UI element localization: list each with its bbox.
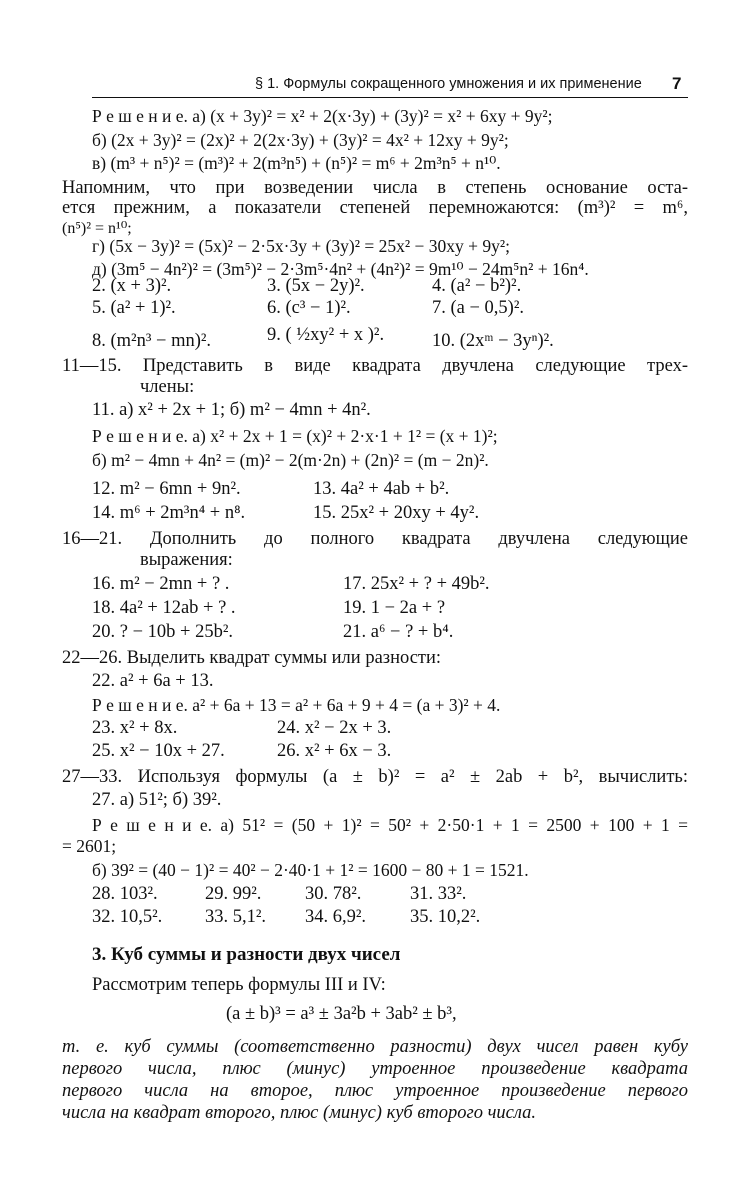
text-line: 24. x² − 2x + 3.: [277, 718, 392, 738]
text-line: 12. m² − 6mn + 9n².: [92, 479, 241, 499]
header-rule: [92, 97, 688, 98]
text-line: Напомним, что при возведении числа в степень основание оста-: [62, 178, 688, 198]
text-line: 17. 25x² + ? + 49b².: [343, 574, 490, 594]
text-line: Р е ш е н и е. а) 51² = (50 + 1)² = 50² + 2·50·1 + 1 = 2500 + 100 + 1 =: [92, 815, 688, 835]
text-line: 25. x² − 10x + 27.: [92, 741, 225, 761]
text-line: т. е. куб суммы (соответственно разности) двух чисел равен кубу: [62, 1037, 688, 1057]
text-line: 14. m⁶ + 2m³n⁴ + n⁸.: [92, 503, 246, 523]
section-heading: 3. Куб суммы и разности двух чисел: [92, 944, 401, 965]
text-line: Рассмотрим теперь формулы III и IV:: [92, 975, 386, 995]
text-line: Р е ш е н и е. а) (x + 3y)² = x² + 2(x·3y) + (3y)² = x² + 6xy + 9y²;: [92, 106, 553, 126]
text-line: 31. 33².: [410, 884, 467, 904]
text-line: 11—15. Представить в виде квадрата двучлена следующие трех-: [62, 356, 688, 376]
running-header: § 1. Формулы сокращенного умножения и их применение: [255, 76, 642, 92]
text-line: 32. 10,5².: [92, 907, 163, 927]
text-line: 33. 5,1².: [205, 907, 267, 927]
text-line: ется прежним, а показатели степеней перемножаются: (m³)² = m⁶,: [62, 198, 688, 218]
text-line: 3. (5x − 2y)².: [267, 276, 365, 296]
text-line: члены:: [140, 377, 195, 397]
text-line: 8. (m²n³ − mn)².: [92, 331, 212, 351]
text-line: 13. 4a² + 4ab + b².: [313, 479, 450, 499]
text-line: 21. a⁶ − ? + b⁴.: [343, 622, 454, 642]
text-line: 26. x² + 6x − 3.: [277, 741, 392, 761]
text-line: Р е ш е н и е. a² + 6a + 13 = a² + 6a + 9 + 4 = (a + 3)² + 4.: [92, 695, 501, 715]
text-line: первого числа, плюс (минус) утроенное произведение квадрата: [62, 1059, 688, 1079]
text-line: 4. (a² − b²)².: [432, 276, 522, 296]
text-line: д) (3m⁵ − 4n²)² = (3m⁵)² − 2·3m⁵·4n² + (4n²)² = 9m¹⁰ − 24m⁵n² + 16n⁴.: [92, 259, 589, 279]
text-line: Р е ш е н и е. а) x² + 2x + 1 = (x)² + 2·x·1 + 1² = (x + 1)²;: [92, 426, 498, 446]
text-line: 35. 10,2².: [410, 907, 481, 927]
text-line: 6. (c³ − 1)².: [267, 298, 351, 318]
text-line: = 2601;: [62, 836, 117, 856]
text-line: 11. а) x² + 2x + 1; б) m² − 4mn + 4n².: [92, 400, 371, 420]
text-line: числа на квадрат второго, плюс (минус) куб второго числа.: [62, 1103, 537, 1123]
text-line: 15. 25x² + 20xy + 4y².: [313, 503, 480, 523]
text-line: 22. a² + 6a + 13.: [92, 671, 214, 691]
text-line: 34. 6,9².: [305, 907, 367, 927]
text-line: 30. 78².: [305, 884, 362, 904]
text-line: 27—33. Используя формулы (a ± b)² = a² ± 2ab + b², вычислить:: [62, 767, 688, 787]
text-line: 22—26. Выделить квадрат суммы или разности:: [62, 648, 442, 668]
text-line: первого числа на второе, плюс утроенное произведение первого: [62, 1081, 688, 1101]
text-line: 19. 1 − 2a + ?: [343, 598, 446, 618]
text-line: 18. 4a² + 12ab + ? .: [92, 598, 236, 618]
text-line: 7. (a − 0,5)².: [432, 298, 525, 318]
text-line: 23. x² + 8x.: [92, 718, 178, 738]
text-line: (a ± b)³ = a³ ± 3a²b + 3ab² ± b³,: [226, 1004, 457, 1024]
text-line: 16. m² − 2mn + ? .: [92, 574, 230, 594]
text-line: 16—21. Дополнить до полного квадрата двучлена следующие: [62, 529, 688, 549]
text-line: б) 39² = (40 − 1)² = 40² − 2·40·1 + 1² = 1600 − 80 + 1 = 1521.: [92, 860, 529, 880]
text-line: (n⁵)² = n¹⁰;: [62, 220, 132, 237]
text-line: 28. 103².: [92, 884, 158, 904]
text-line: г) (5x − 3y)² = (5x)² − 2·5x·3y + (3y)² = 25x² − 30xy + 9y²;: [92, 236, 510, 256]
text-line: 5. (a² + 1)².: [92, 298, 176, 318]
text-line: 9. ( ½xy² + x )².: [267, 325, 385, 345]
text-line: 20. ? − 10b + 25b².: [92, 622, 233, 642]
text-line: в) (m³ + n⁵)² = (m³)² + 2(m³n⁵) + (n⁵)² = m⁶ + 2m³n⁵ + n¹⁰.: [92, 153, 501, 173]
text-line: 29. 99².: [205, 884, 262, 904]
text-line: б) m² − 4mn + 4n² = (m)² − 2(m·2n) + (2n)² = (m − 2n)².: [92, 450, 489, 470]
page-number: 7: [672, 74, 682, 93]
text-line: 2. (x + 3)².: [92, 276, 172, 296]
text-line: 27. а) 51²; б) 39².: [92, 790, 222, 810]
text-line: б) (2x + 3y)² = (2x)² + 2(2x·3y) + (3y)² = 4x² + 12xy + 9y²;: [92, 130, 509, 150]
text-line: 10. (2xᵐ − 3yⁿ)².: [432, 331, 554, 351]
text-line: выражения:: [140, 550, 233, 570]
